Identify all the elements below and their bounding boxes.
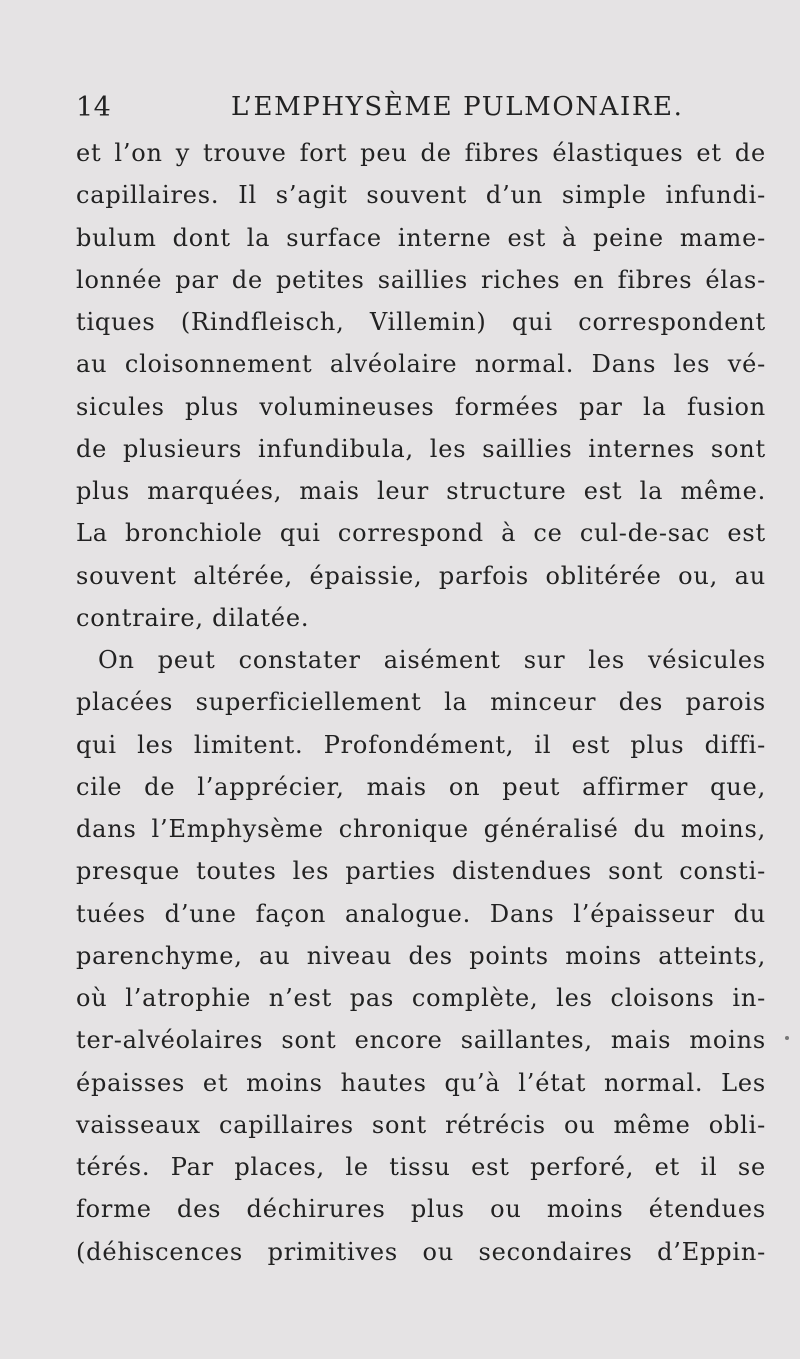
text-line: épaisses et moins hautes qu’à l’état normal. Les bbox=[76, 1068, 766, 1097]
text-line: plus marquées, mais leur structure est la même. bbox=[76, 477, 766, 505]
margin-speck bbox=[785, 1036, 789, 1040]
text-line: capillaires. Il s’agit souvent d’un simple infundi- bbox=[76, 181, 766, 210]
body-text bbox=[76, 132, 766, 1273]
text-line: lonnée par de petites saillies riches en fibres élas- bbox=[76, 265, 766, 294]
text-line: vaisseaux capillaires sont rétrécis ou même obli- bbox=[76, 1110, 766, 1139]
page-number: 14 bbox=[76, 92, 112, 123]
text-line: au cloisonnement alvéolaire normal. Dans les vé- bbox=[76, 350, 766, 379]
text-line: bulum dont la surface interne est à peine mame- bbox=[76, 223, 766, 252]
text-line: parenchyme, au niveau des points moins atteints, bbox=[76, 941, 766, 970]
text-line: presque toutes les parties distendues sont consti- bbox=[76, 857, 766, 886]
text-line: tiques (Rindfleisch, Villemin) qui correspondent bbox=[76, 308, 766, 336]
text-line: qui les limitent. Profondément, il est plus diffi- bbox=[76, 730, 766, 759]
text-line: sicules plus volumineuses formées par la fusion bbox=[76, 392, 766, 421]
text-line: dans l’Emphysème chronique généralisé du moins, bbox=[76, 815, 766, 843]
text-line: et l’on y trouve fort peu de fibres élastiques et de bbox=[76, 139, 766, 167]
text-line: cile de l’apprécier, mais on peut affirmer que, bbox=[76, 772, 766, 801]
running-head: L’EMPHYSÈME PULMONAIRE. bbox=[231, 92, 684, 122]
text-line: La bronchiole qui correspond à ce cul-de-sac est bbox=[76, 519, 766, 548]
text-line: térés. Par places, le tissu est perforé, et il se bbox=[76, 1153, 766, 1181]
text-line: On peut constater aisément sur les vésicules bbox=[98, 646, 766, 674]
text-line: forme des déchirures plus ou moins étendues bbox=[76, 1195, 766, 1224]
text-line: placées superficiellement la minceur des parois bbox=[76, 688, 766, 717]
text-line: contraire, dilatée. bbox=[76, 603, 310, 632]
text-line: où l’atrophie n’est pas complète, les cloisons in- bbox=[76, 984, 766, 1012]
page-header bbox=[76, 92, 760, 132]
text-line: (déhiscences primitives ou secondaires d’Eppin- bbox=[76, 1237, 766, 1266]
text-line: souvent altérée, épaissie, parfois oblitérée ou, au bbox=[76, 561, 766, 590]
text-line: tuées d’une façon analogue. Dans l’épaisseur du bbox=[76, 899, 766, 928]
text-line: ter-alvéolaires sont encore saillantes, mais moins bbox=[76, 1026, 766, 1055]
text-line: de plusieurs infundibula, les saillies internes sont bbox=[76, 434, 766, 463]
